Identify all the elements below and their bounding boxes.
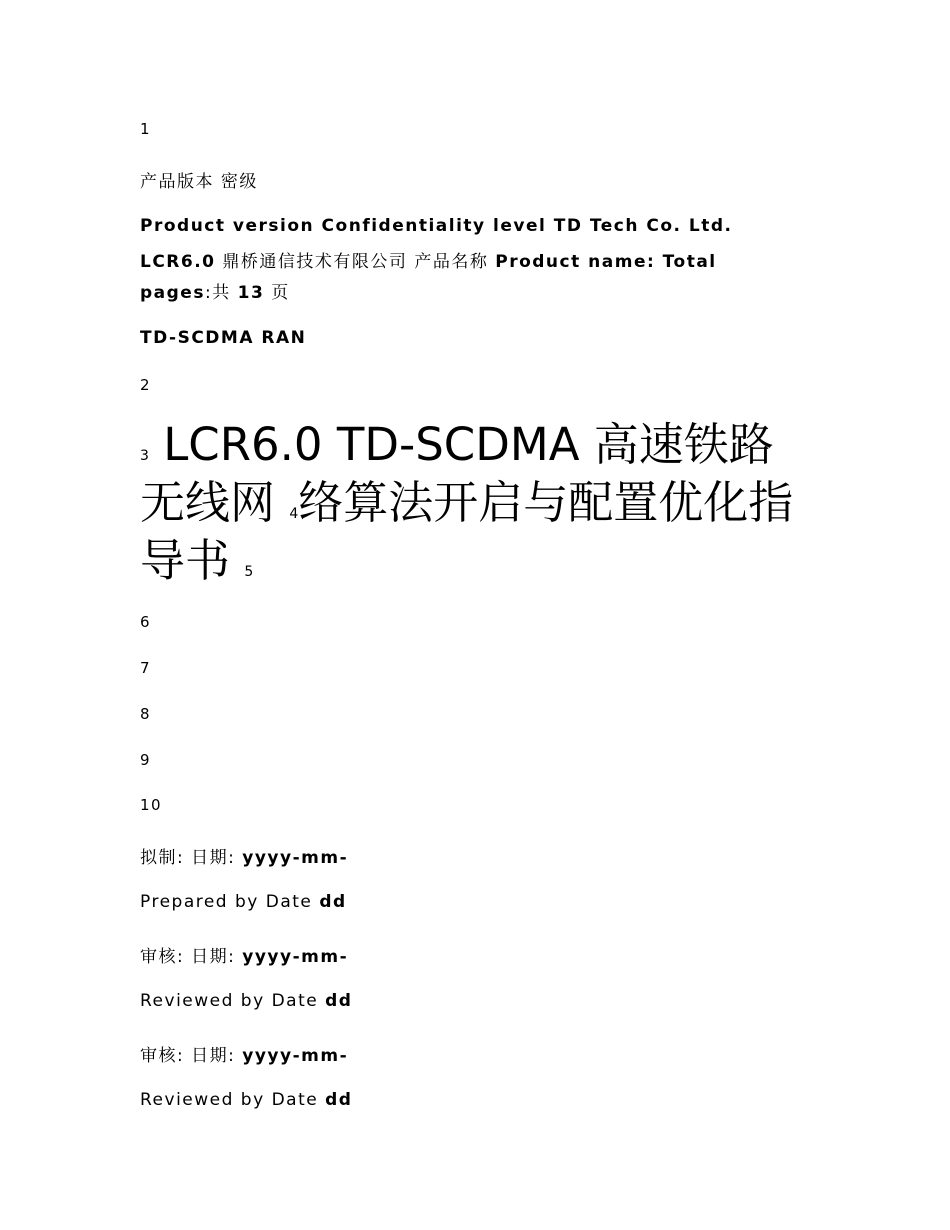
line-number-9: 9 — [140, 751, 152, 769]
line-number-10: 10 — [140, 796, 163, 814]
reviewed-2-cn-line — [140, 1041, 348, 1066]
product-name-label: Product name: Total — [495, 252, 717, 272]
pages-cn-prefix: :共 — [204, 283, 231, 303]
prepared-en-line — [140, 892, 347, 912]
reviewed-1-date-format: yyyy-mm- — [242, 947, 349, 967]
line-number-6: 6 — [140, 613, 152, 631]
prepared-cn-label: 拟制: 日期: — [140, 848, 236, 868]
title-part-3: 络算法开启与配置优化指 — [298, 476, 794, 529]
line-number-5: 5 — [244, 564, 254, 580]
reviewed-2-cn-label: 审核: 日期: — [140, 1046, 236, 1066]
title-part-4: 导书 — [140, 534, 231, 587]
ran-label: TD-SCDMA RAN — [140, 328, 307, 348]
reviewed-1-date-dd: dd — [325, 991, 353, 1011]
company-name: 鼎桥通信技术有限公司 产品名称 — [222, 252, 489, 272]
title-part-2: 无线网 — [140, 476, 276, 529]
product-line-1: Product version Confidentiality level TD Tech Co. Ltd. — [140, 216, 733, 236]
line-number-8: 8 — [140, 705, 152, 723]
header-cn: 产品版本 密级 — [140, 172, 258, 192]
pages-cn-suffix: 页 — [271, 283, 290, 303]
prepared-date-dd: dd — [319, 892, 347, 912]
line-number-2: 2 — [140, 376, 152, 394]
title-part-1: LCR6.0 TD-SCDMA 高速铁路 — [163, 418, 774, 471]
reviewed-2-date-dd: dd — [325, 1090, 353, 1110]
product-line-2 — [140, 247, 717, 272]
pages-label: pages — [140, 283, 205, 303]
reviewed-1-en-line — [140, 991, 352, 1011]
line-number-1: 1 — [140, 120, 152, 138]
prepared-date-format: yyyy-mm- — [242, 848, 349, 868]
prepared-cn-line — [140, 843, 348, 868]
reviewed-2-en-line — [140, 1090, 352, 1110]
reviewed-1-en-label: Reviewed by Date — [140, 991, 319, 1011]
document-title-line-3 — [140, 532, 253, 601]
line-number-3: 3 — [140, 448, 149, 464]
product-version: LCR6.0 — [140, 252, 216, 272]
reviewed-2-en-label: Reviewed by Date — [140, 1090, 319, 1110]
pages-count: 13 — [237, 283, 265, 303]
reviewed-1-cn-label: 审核: 日期: — [140, 947, 236, 967]
line-number-4: 4 — [289, 506, 299, 522]
reviewed-1-cn-line — [140, 942, 348, 967]
reviewed-2-date-format: yyyy-mm- — [242, 1046, 349, 1066]
product-line-3 — [140, 278, 290, 303]
prepared-en-label: Prepared by Date — [140, 892, 313, 912]
line-number-7: 7 — [140, 659, 152, 677]
